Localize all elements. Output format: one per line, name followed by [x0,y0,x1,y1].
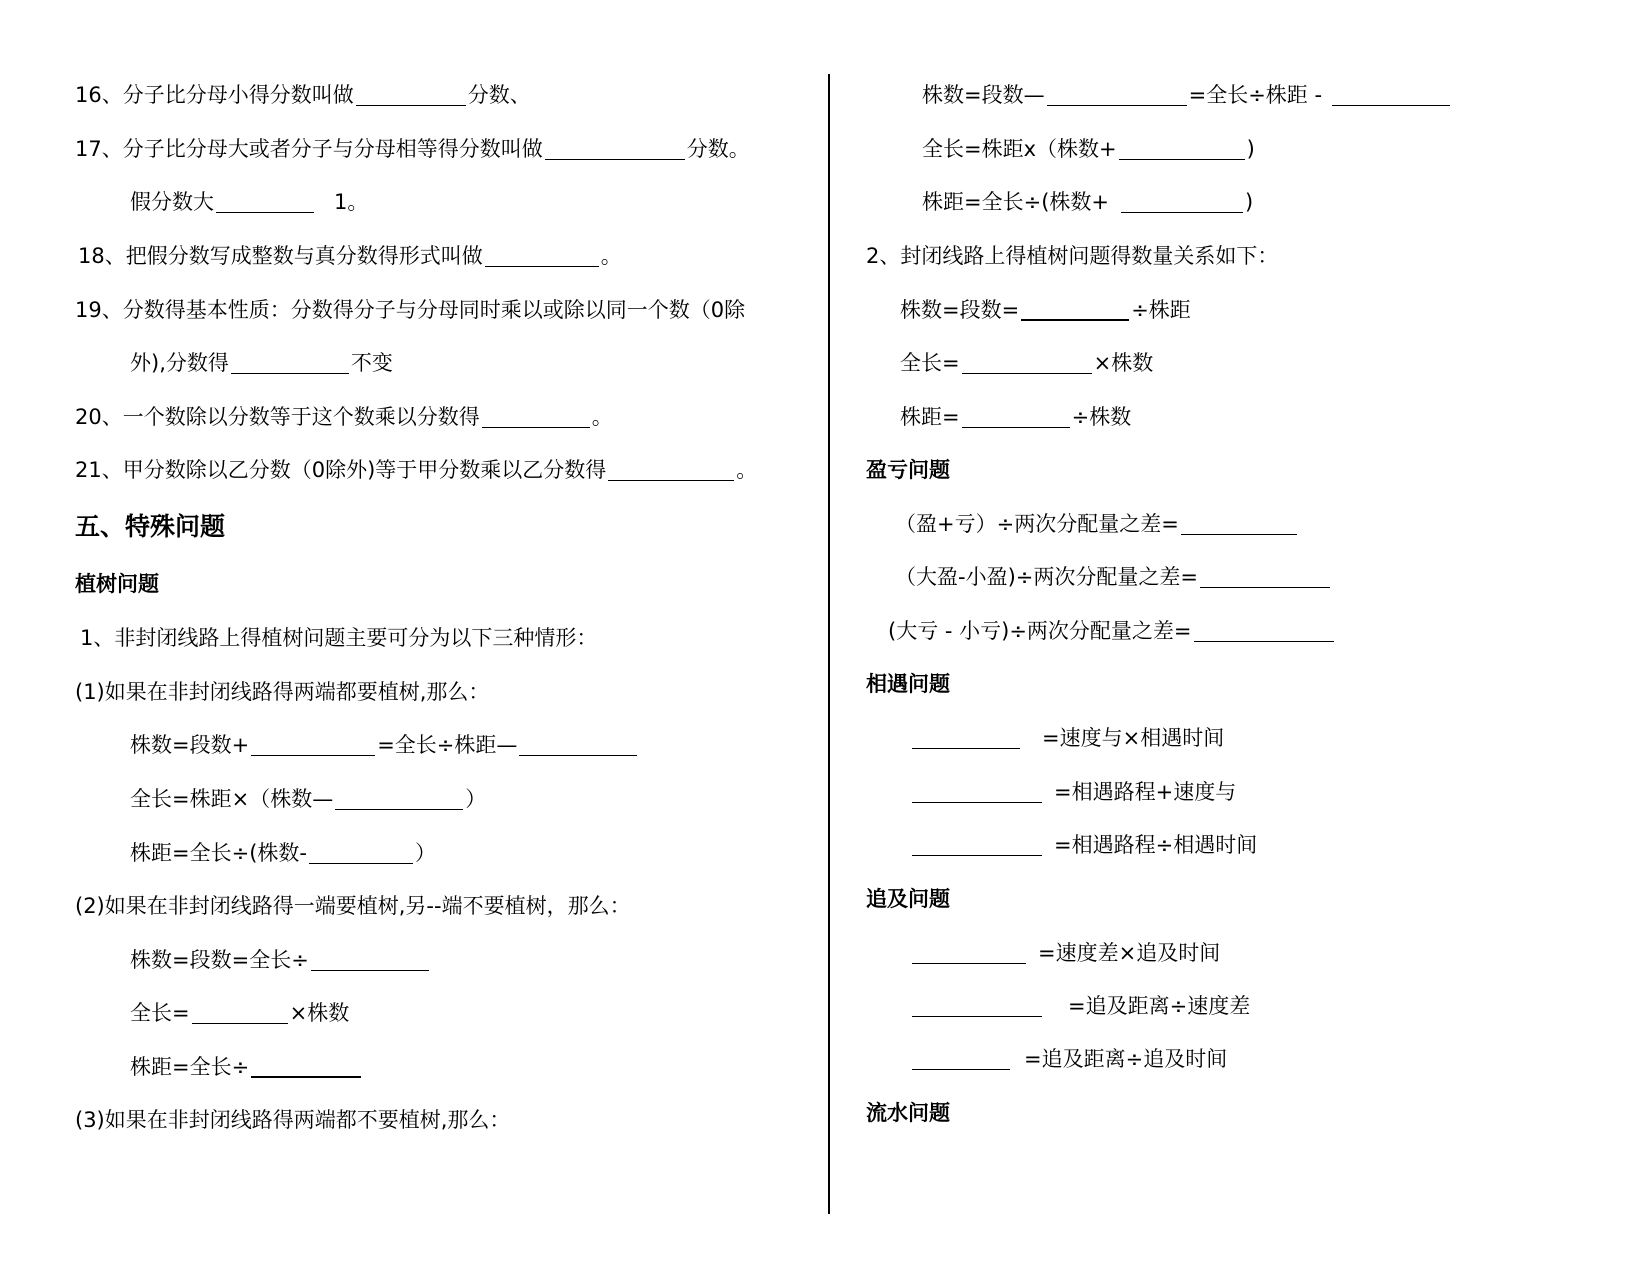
case3-formula-3 [922,187,1253,217]
text: 株距=全长÷(株数- [130,841,307,865]
text: 不变 [350,351,393,375]
closed-formula-1 [900,295,1191,325]
answer-blank[interactable] [1121,190,1243,213]
answer-blank[interactable] [309,841,413,864]
text: =全长÷株距 - [1188,83,1323,107]
text: =相遇路程+速度与 [1054,780,1237,804]
text: 21、甲分数除以乙分数（0除外)等于甲分数乘以乙分数得 [75,458,607,482]
meet-formula-1 [910,723,1224,753]
profit-formula-3 [888,616,1336,646]
answer-blank[interactable] [311,948,429,971]
answer-blank[interactable] [485,244,599,267]
case1-formula-2 [130,784,486,814]
text: 分数。 [686,137,750,161]
text: 株距=全长÷(株数+ [922,190,1109,214]
answer-blank[interactable] [1194,619,1334,642]
case1-formula-3 [130,838,436,868]
subheading-chase: 追及问题 [866,887,950,911]
subheading-tree: 植树问题 [75,572,159,596]
answer-blank[interactable] [1200,565,1330,588]
answer-blank[interactable] [912,941,1026,964]
profit-formula-1 [895,509,1299,539]
case2-formula-2 [130,998,349,1028]
answer-blank[interactable] [545,137,685,160]
question-16 [75,80,531,110]
answer-blank[interactable] [912,780,1042,803]
text: 。 [591,405,613,429]
column-divider [828,74,830,1214]
tree-item-2: 2、封闭线路上得植树问题得数量关系如下： [866,244,1279,268]
text: 株数=段数=全长÷ [130,948,309,972]
text: =全长÷株距— [377,733,518,757]
text: =相遇路程÷相遇时间 [1054,833,1258,857]
answer-blank[interactable] [608,458,734,481]
text: （盈+亏）÷两次分配量之差= [895,512,1179,536]
text: ×株数 [289,1001,350,1025]
text: 18、把假分数写成整数与真分数得形式叫做 [78,244,483,268]
question-20 [75,402,613,432]
answer-blank[interactable] [251,733,375,756]
text: 株数=段数— [922,83,1045,107]
subheading-flow: 流水问题 [866,1101,950,1125]
question-19 [75,295,745,325]
answer-blank[interactable] [962,351,1092,374]
answer-blank[interactable] [192,1001,288,1024]
answer-blank[interactable] [231,351,349,374]
tree-case-2: (2)如果在非封闭线路得一端要植树,另--端不要植树，那么： [75,894,631,918]
text: (大亏 - 小亏)÷两次分配量之差= [888,619,1192,643]
answer-blank[interactable] [356,83,466,106]
case3-formula-2 [922,134,1255,164]
answer-blank[interactable] [912,833,1042,856]
text: （大盈-小盈)÷两次分配量之差= [895,565,1198,589]
text: 株数=段数= [900,298,1020,322]
text: 16、分子比分母小得分数叫做 [75,83,354,107]
tree-case-1: (1)如果在非封闭线路得两端都要植树,那么： [75,680,490,704]
text: ÷株数 [1071,405,1132,429]
answer-blank[interactable] [1021,297,1129,321]
case3-formula-1 [922,80,1452,110]
answer-blank[interactable] [912,726,1020,749]
text: ÷株距 [1131,298,1191,322]
section-heading: 五、特殊问题 [75,512,226,541]
text: 全长=株距×（株数— [130,787,334,811]
answer-blank[interactable] [1332,83,1450,106]
question-17-improper [130,187,368,217]
answer-blank[interactable] [912,1047,1010,1070]
text: ） [414,841,436,865]
answer-blank[interactable] [216,190,314,213]
text: =速度差×追及时间 [1038,941,1221,965]
question-21 [75,455,757,485]
question-19-cont [130,348,393,378]
text: 全长=株距x（株数+ [922,137,1117,161]
subheading-meeting: 相遇问题 [866,672,950,696]
text: =速度与×相遇时间 [1042,726,1225,750]
answer-blank[interactable] [519,733,637,756]
text: ） [465,787,487,811]
text: 分数、 [467,83,531,107]
text: 株距=全长÷ [130,1055,250,1079]
chase-formula-2 [910,991,1250,1021]
chase-formula-1 [910,938,1220,968]
text: 全长= [900,351,960,375]
closed-formula-2 [900,348,1153,378]
closed-formula-3 [900,402,1131,432]
answer-blank[interactable] [482,405,590,428]
tree-item-1: 1、非封闭线路上得植树问题主要可分为以下三种情形： [80,626,598,650]
answer-blank[interactable] [335,787,463,810]
text: 。 [736,458,758,482]
case2-formula-3 [130,1052,363,1082]
answer-blank[interactable] [962,405,1070,428]
profit-formula-2 [895,562,1332,592]
meet-formula-2 [910,777,1236,807]
chase-formula-3 [910,1044,1227,1074]
text: ) [1244,190,1254,214]
text: 假分数大 [130,190,214,214]
answer-blank[interactable] [251,1054,361,1078]
question-18 [78,241,622,271]
meet-formula-3 [910,830,1257,860]
case2-formula-1 [130,945,431,975]
text: 全长= [130,1001,190,1025]
answer-blank[interactable] [912,994,1042,1017]
tree-case-3: (3)如果在非封闭线路得两端都不要植树,那么： [75,1108,511,1132]
question-17 [75,134,750,164]
answer-blank[interactable] [1181,512,1297,535]
text: ×株数 [1093,351,1154,375]
text: 外),分数得 [130,351,229,375]
text: 19、分数得基本性质：分数得分子与分母同时乘以或除以同一个数（0除 [75,298,746,322]
text: =追及距离÷追及时间 [1024,1047,1228,1071]
text: 17、分子比分母大或者分子与分母相等得分数叫做 [75,137,543,161]
answer-blank[interactable] [1047,83,1187,106]
text: 20、一个数除以分数等于这个数乘以分数得 [75,405,480,429]
text: 株距= [900,405,960,429]
subheading-profit-loss: 盈亏问题 [866,458,950,482]
case1-formula-1 [130,730,639,760]
text: 。 [600,244,622,268]
text: ) [1246,137,1255,161]
answer-blank[interactable] [1119,137,1245,160]
text: =追及距离÷速度差 [1068,994,1251,1018]
text: 株数=段数+ [130,733,250,757]
text: 1。 [334,190,369,214]
